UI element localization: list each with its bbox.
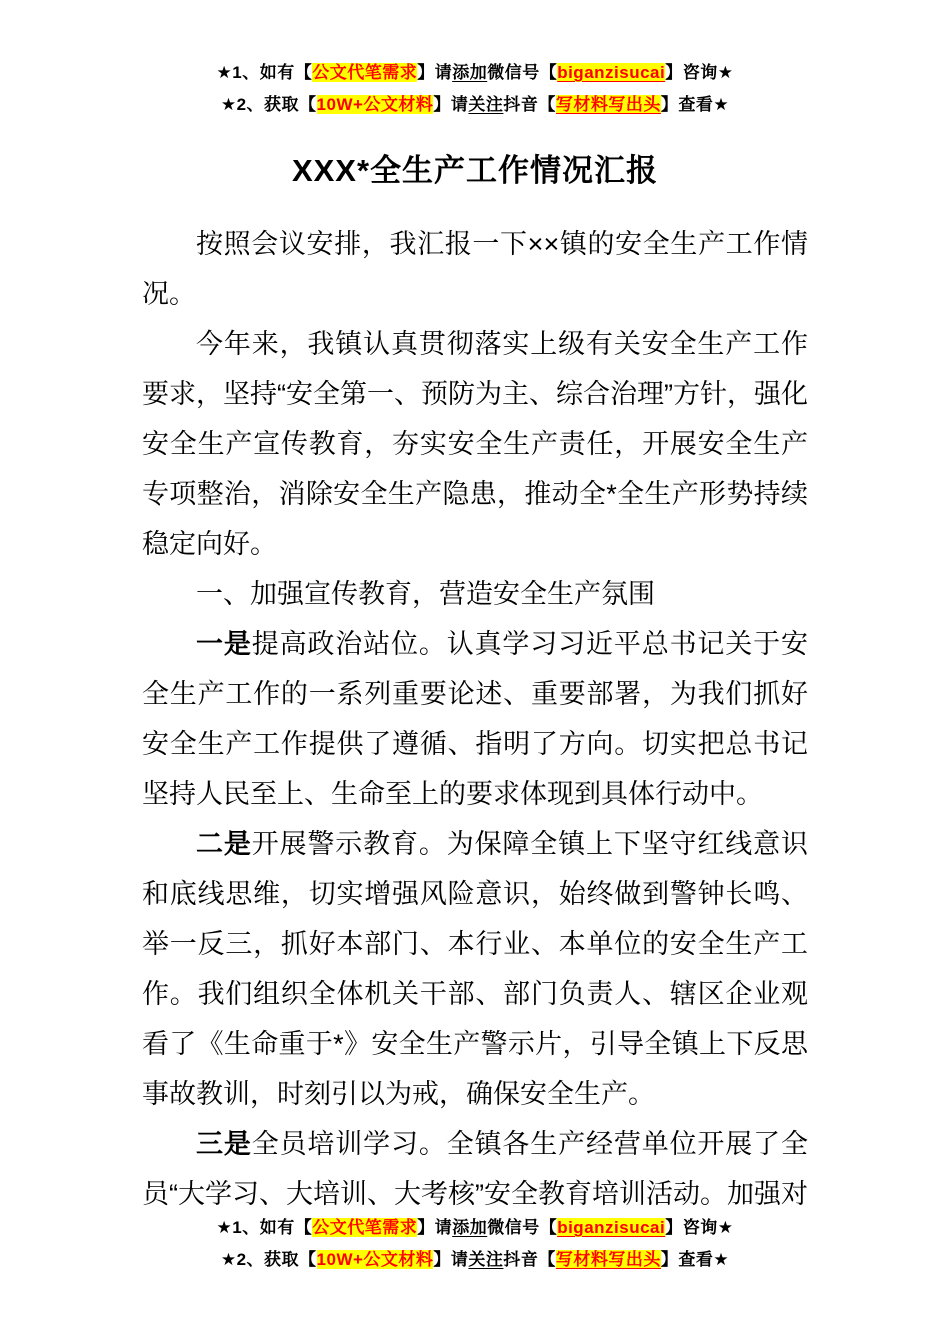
notice-segment: 】查看★: [660, 95, 730, 114]
notice-segment: ★2、获取【: [220, 95, 317, 114]
paragraph: [142, 819, 808, 1119]
notice-segment: 微信号【: [487, 1218, 558, 1237]
notice-line: [0, 1212, 950, 1244]
footer-notice: [0, 1212, 950, 1276]
document-body: [142, 219, 808, 1219]
notice-segment: 关注: [468, 95, 504, 114]
notice-line: [0, 89, 950, 121]
text-run: 开展警示教育。为保障全镇上下坚守红线意识和底线思维，切实增强风险意识，始终做到警钟长鸣、举一反三，抓好本部门、本行业、本单位的安全生产工作。我们组织全体机关干部、部门负责人、辖区企业观看了《生命重于*》安全生产警示片，引导全镇上下反思事故教训，时刻引以为戒，确保安全生产。: [142, 829, 809, 1109]
notice-segment: ★1、如有【: [216, 63, 313, 82]
notice-segment: 微信号【: [487, 63, 558, 82]
notice-segment: 抖音【: [503, 1250, 556, 1269]
notice-segment: 添加: [452, 63, 488, 82]
notice-segment: 】请: [417, 1218, 453, 1237]
notice-segment: 】咨询★: [665, 1218, 734, 1237]
notice-segment: 公文代笔需求: [312, 63, 418, 82]
text-run: 一是: [196, 629, 252, 659]
text-run: 二是: [196, 829, 252, 859]
notice-segment: 添加: [452, 1218, 488, 1237]
header-notice: [0, 0, 950, 121]
text-run: 提高政治站位。认真学习习近平总书记关于安全生产工作的一系列重要论述、重要部署，为我们抓好安全生产工作提供了遵循、指明了方向。切实把总书记坚持人民至上、生命至上的要求体现到具体行动中。: [142, 629, 809, 809]
notice-segment: 10W+公文材料: [316, 95, 434, 114]
notice-segment: biganzisucai: [557, 1218, 666, 1237]
paragraph: [142, 1119, 808, 1219]
notice-segment: ★1、如有【: [216, 1218, 313, 1237]
text-run: 全员培训学习。全镇各生产经营单位开展了全员“大学习、大培训、大考核”安全教育培训活动。加强对: [142, 1129, 809, 1209]
notice-segment: 写材料写出头: [555, 1250, 661, 1269]
notice-segment: ★2、获取【: [220, 1250, 317, 1269]
paragraph: [142, 319, 808, 569]
notice-segment: 】查看★: [660, 1250, 730, 1269]
document-title: XXX*全生产工作情况汇报: [291, 153, 659, 188]
text-run: 三是: [196, 1129, 252, 1159]
section-heading: [142, 569, 808, 619]
notice-segment: 公文代笔需求: [312, 1218, 418, 1237]
notice-segment: 关注: [468, 1250, 504, 1269]
notice-segment: biganzisucai: [557, 63, 666, 82]
notice-segment: 10W+公文材料: [316, 1250, 434, 1269]
notice-segment: 写材料写出头: [555, 95, 661, 114]
text-run: 今年来，我镇认真贯彻落实上级有关安全生产工作要求，坚持“安全第一、预防为主、综合治理”方针，强化安全生产宣传教育，夯实安全生产责任，开展安全生产专项整治，消除安全生产隐患，推动全*全生产形势持续稳定向好。: [142, 329, 808, 559]
text-run: 一、加强宣传教育，营造安全生产氛围: [196, 579, 655, 609]
text-run: 按照会议安排，我汇报一下××镇的安全生产工作情况。: [142, 229, 808, 309]
paragraph: [142, 219, 808, 319]
paragraph: [142, 619, 808, 819]
notice-line: [0, 1244, 950, 1276]
notice-segment: 抖音【: [503, 95, 556, 114]
notice-segment: 】咨询★: [665, 63, 734, 82]
notice-line: [0, 57, 950, 89]
notice-segment: 】请: [417, 63, 453, 82]
notice-segment: 】请: [433, 95, 469, 114]
notice-segment: 】请: [433, 1250, 469, 1269]
